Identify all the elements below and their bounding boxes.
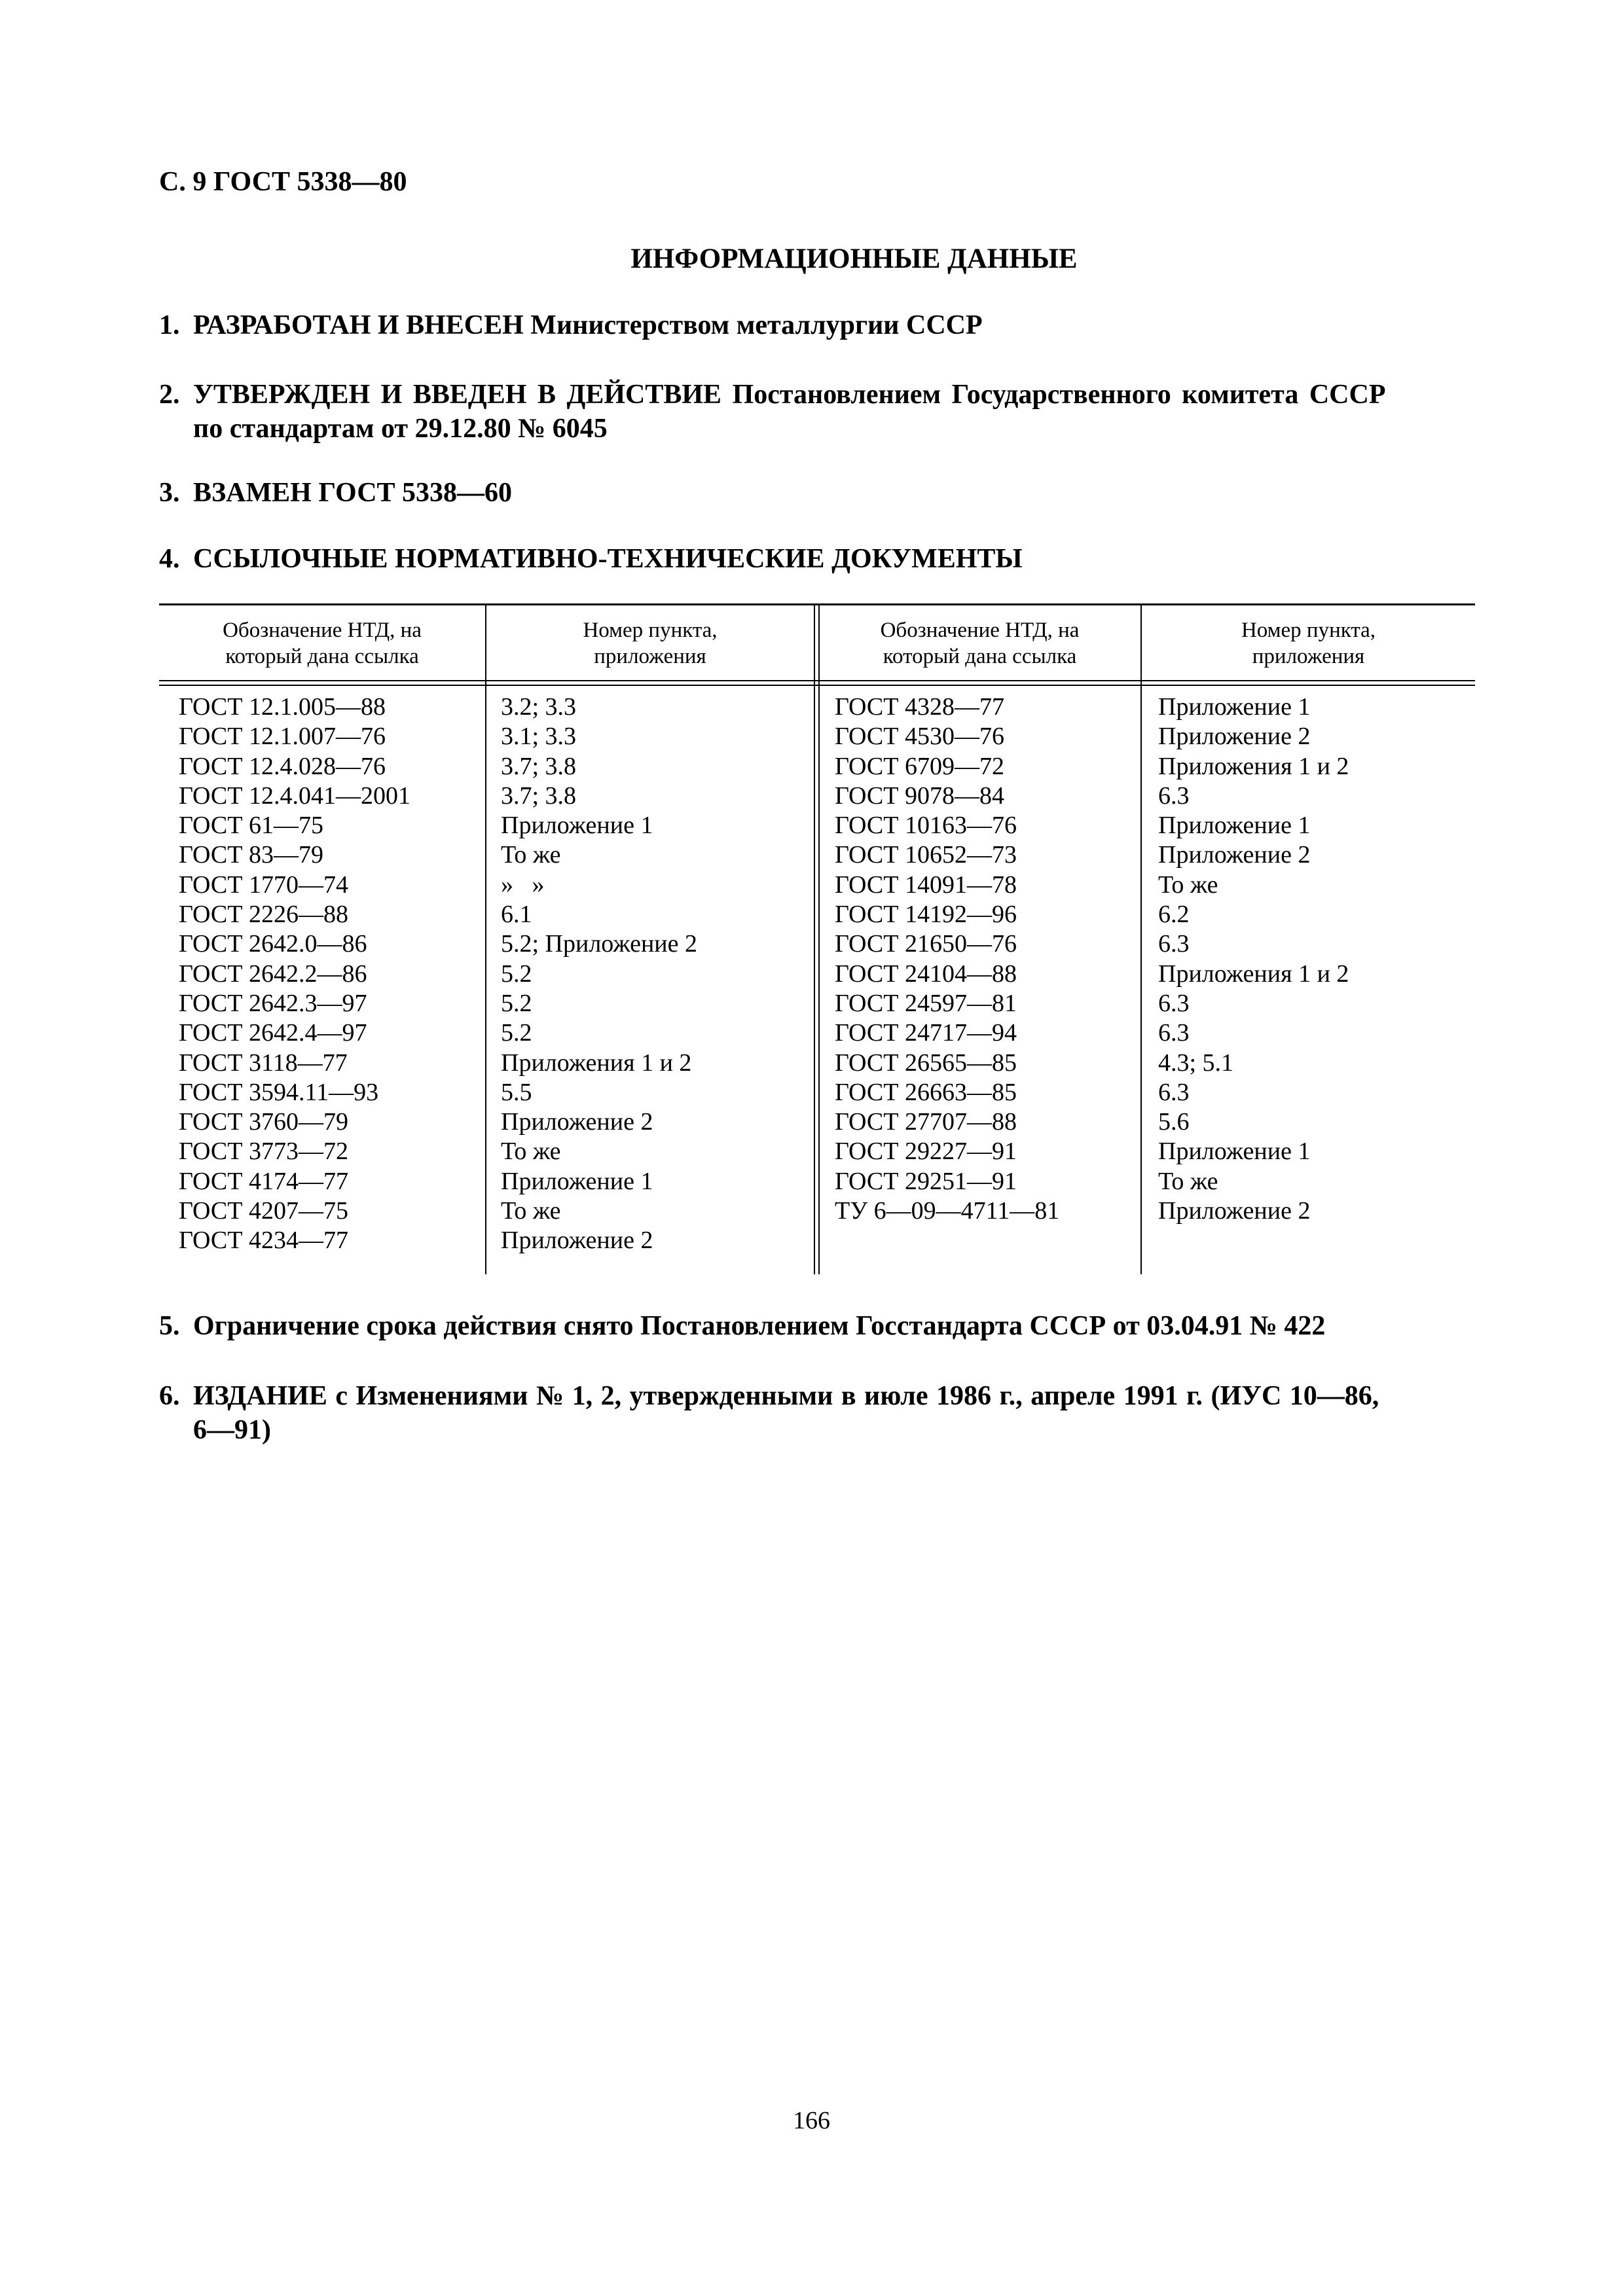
item-3 (159, 476, 1475, 510)
page-number: 166 (793, 2107, 830, 2134)
item-number: 1. (159, 310, 180, 340)
item-text: РАЗРАБОТАН И ВНЕСЕН Министерством металлургии СССР (193, 310, 983, 340)
item-text-line-2: по стандартам от 29.12.80 № 6045 (193, 414, 608, 444)
item-number: 5. (159, 1311, 180, 1341)
item-2 (159, 378, 1475, 446)
section-title: ИНФОРМАЦИОННЫЕ ДАННЫЕ (630, 243, 1078, 274)
header-double-rule (159, 680, 1475, 686)
item-5 (159, 1309, 1475, 1343)
page-header: С. 9 ГОСТ 5338—80 (159, 167, 407, 197)
table-divider (485, 605, 486, 1274)
table-double-divider (814, 605, 820, 1274)
column-left-items: 3.2; 3.3 3.1; 3.3 3.7; 3.8 3.7; 3.8 Приложение 1 То же » » 6.1 5.2; Приложение 2 5.2 5.2 5.2 Приложения 1 и 2 5.5 Приложение 2 То же Приложение 1 То же Приложение 2 (501, 693, 698, 1255)
column-right-items: Приложение 1 Приложение 2 Приложения 1 и 2 6.3 Приложение 1 Приложение 2 То же 6.2 6.3 Приложения 1 и 2 6.3 6.3 4.3; 5.1 6.3 5.6 Приложение 1 То же Приложение 2 (1158, 693, 1349, 1225)
item-text: ССЫЛОЧНЫЕ НОРМАТИВНО-ТЕХНИЧЕСКИЕ ДОКУМЕНТЫ (193, 544, 1023, 574)
item-number: 2. (159, 380, 180, 410)
item-number: 6. (159, 1381, 180, 1411)
item-number: 4. (159, 544, 180, 574)
item-number: 3. (159, 478, 180, 508)
item-text: Ограничение срока действия снято Постановлением Госстандарта СССР от 03.04.91 № 422 (193, 1311, 1326, 1341)
column-right-docs: ГОСТ 4328—77 ГОСТ 4530—76 ГОСТ 6709—72 ГОСТ 9078—84 ГОСТ 10163—76 ГОСТ 10652—73 ГОСТ 14091—78 ГОСТ 14192—96 ГОСТ 21650—76 ГОСТ 24104—88 ГОСТ 24597—81 ГОСТ 24717—94 ГОСТ 26565—85 ГОСТ 26663—85 ГОСТ 27707—88 ГОСТ 29227—91 ГОСТ 29251—91 ТУ 6—09—4711—81 (835, 693, 1060, 1225)
item-1 (159, 308, 1475, 342)
column-left-docs: ГОСТ 12.1.005—88 ГОСТ 12.1.007—76 ГОСТ 12.4.028—76 ГОСТ 12.4.041—2001 ГОСТ 61—75 ГОСТ 83—79 ГОСТ 1770—74 ГОСТ 2226—88 ГОСТ 2642.0—86 ГОСТ 2642.2—86 ГОСТ 2642.3—97 ГОСТ 2642.4—97 ГОСТ 3118—77 ГОСТ 3594.11—93 ГОСТ 3760—79 ГОСТ 3773—72 ГОСТ 4174—77 ГОСТ 4207—75 ГОСТ 4234—77 (179, 693, 410, 1255)
item-text-line-2: 6—91) (193, 1415, 271, 1445)
item-text-line-1: УТВЕРЖДЕН И ВВЕДЕН В ДЕЙСТВИЕ Постановлением Государственного комитета СССР (193, 380, 1386, 410)
header-doc-left: Обозначение НТД, на который дана ссылка (223, 619, 422, 668)
item-4 (159, 542, 1475, 576)
table-divider (1140, 605, 1142, 1274)
header-item-right: Номер пункта, приложения (1241, 619, 1376, 668)
reference-table (159, 603, 1475, 1274)
item-text: ВЗАМЕН ГОСТ 5338—60 (193, 478, 513, 508)
item-text-line-1: ИЗДАНИЕ с Изменениями № 1, 2, утвержденными в июле 1986 г., апреле 1991 г. (ИУС 10—86, (193, 1381, 1379, 1411)
item-6 (159, 1379, 1475, 1447)
header-item-left: Номер пункта, приложения (583, 619, 718, 668)
header-doc-right: Обозначение НТД, на который дана ссылка (880, 619, 1080, 668)
